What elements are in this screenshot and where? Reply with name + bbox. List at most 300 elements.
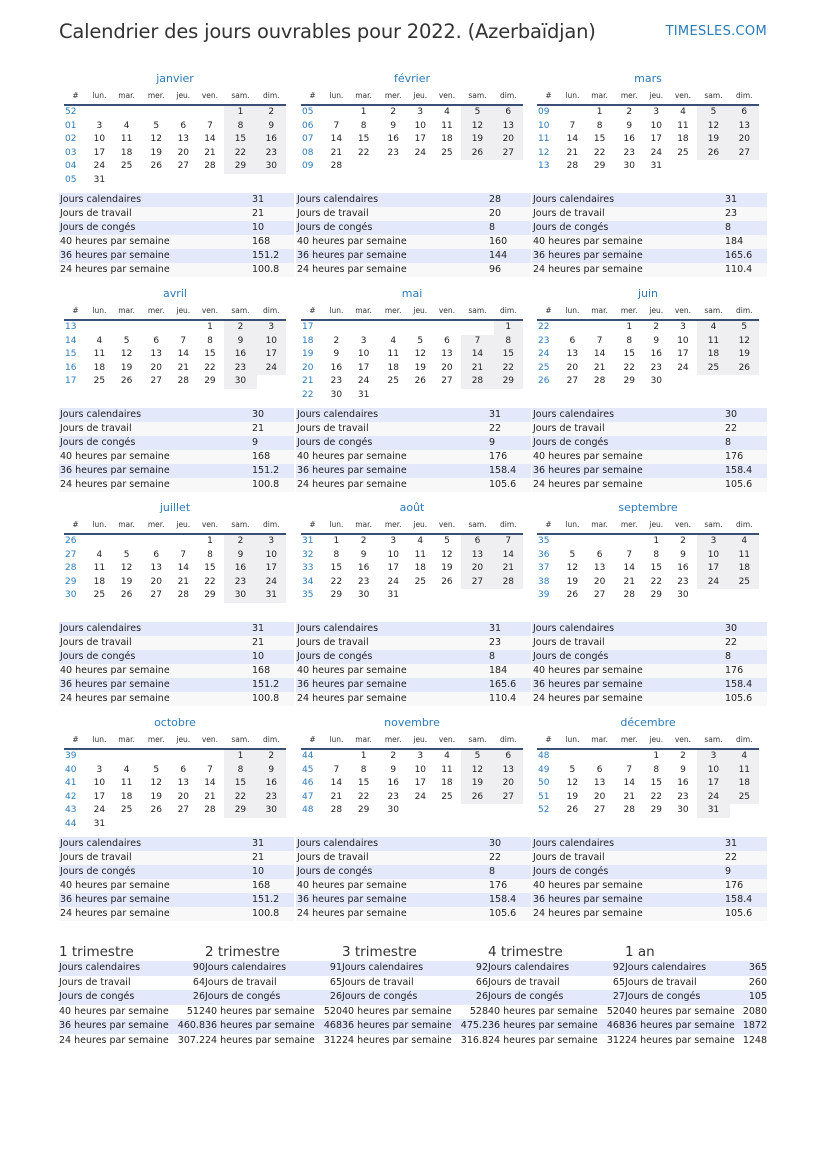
day-cell [112,174,142,188]
stats-row [296,622,531,636]
month-name: mars [634,72,662,85]
day-cell: 12 [441,549,453,560]
week-row [537,362,759,376]
quarter-value: 92 [612,962,625,973]
weekday-header: dim. [736,91,753,100]
month-calendar-table [537,302,759,389]
week-number: 26 [65,536,77,547]
month-octobre [59,715,291,831]
stats-row [532,622,767,636]
stats-label: Jours de congés [297,437,373,448]
stats-label: 36 heures par semaine [60,679,170,690]
stats-label: Jours de congés [60,866,136,877]
week-row [301,120,523,134]
day-cell: 10 [257,549,286,563]
week-row [64,777,286,791]
day-cell: 21 [177,576,190,587]
week-row [64,335,286,349]
day-cell: 10 [414,764,427,775]
day-cell: 20 [730,133,759,147]
day-cell [433,389,462,403]
day-cell: 23 [387,791,399,802]
day-cell: 13 [441,349,453,360]
day-cell: 4 [680,107,686,118]
stats-label: 24 heures par semaine [533,264,643,275]
stats-value: 31 [725,194,738,205]
weekday-header: mar. [591,735,608,744]
day-cell: 5 [730,320,759,335]
day-cell: 9 [626,120,633,131]
month-stats [296,837,531,921]
quarter-value: 91 [329,962,342,973]
day-cell: 3 [96,764,103,775]
week-row [64,589,286,603]
stats-value: 10 [252,222,265,233]
day-cell: 9 [390,764,397,775]
day-cell: 2 [653,322,660,333]
day-cell: 6 [180,120,187,131]
stats-row [532,865,767,879]
quarter-label: 40 heures par semaine [342,1005,452,1017]
stats-row [296,249,531,263]
day-cell: 16 [224,348,256,362]
quarter-label: Jours de congés [625,991,701,1002]
week-number: 37 [538,563,550,574]
day-cell: 18 [120,791,133,802]
day-cell: 20 [150,576,162,587]
day-cell: 5 [417,335,424,346]
day-cell: 18 [677,134,689,145]
stats-label: Jours de travail [60,637,132,648]
stats-row [59,664,294,678]
stats-value: 100.8 [252,479,280,490]
day-cell: 15 [357,778,370,789]
day-cell [730,160,759,174]
week-row [301,362,523,376]
stats-label: 24 heures par semaine [60,264,170,275]
day-cell: 27 [150,590,162,601]
week-row [301,534,523,549]
quarter-row [625,990,767,1005]
day-cell: 16 [257,133,286,147]
day-cell: 11 [93,563,106,574]
quarter-label: 36 heures par semaine [205,1020,315,1031]
weekday-header: mar. [591,520,608,529]
week-row [537,562,759,576]
week-number: 48 [538,751,550,762]
day-cell: 5 [153,120,160,131]
quarter-row [488,990,625,1005]
day-cell: 25 [697,362,729,376]
weekday-header: mar. [118,91,135,100]
day-cell: 1 [360,107,367,118]
day-cell: 21 [177,362,190,373]
week-row [64,749,286,764]
day-cell: 21 [330,147,343,158]
day-cell: 16 [677,778,689,789]
stats-value: 176 [725,880,744,891]
week-number: 24 [538,349,550,360]
week-row [64,133,286,147]
week-row [64,120,286,134]
week-row [64,562,286,576]
day-cell: 19 [120,576,133,587]
day-cell [224,174,256,188]
day-cell [461,589,493,603]
day-cell: 4 [123,120,130,131]
day-cell: 19 [150,147,162,158]
stats-value: 10 [252,866,265,877]
stats-row [296,464,531,478]
day-cell: 27 [494,147,523,161]
day-cell: 17 [257,562,286,576]
week-row [537,320,759,335]
stats-label: 36 heures par semaine [297,679,407,690]
stats-row [296,636,531,650]
quarter-label: 24 heures par semaine [342,1034,452,1046]
day-cell: 4 [444,107,450,118]
month-stats [59,408,294,492]
week-row [301,348,523,362]
day-cell: 12 [414,349,427,360]
stats-row [532,221,767,235]
stats-row [296,207,531,221]
quarter-row [342,1034,488,1049]
day-cell: 22 [650,791,663,802]
stats-value: 144 [489,250,508,261]
day-cell: 6 [180,764,187,775]
day-cell: 26 [441,576,453,587]
weekday-header: dim. [736,306,753,315]
weekday-header: mar. [355,91,372,100]
stats-value: 100.8 [252,264,280,275]
day-cell: 30 [623,161,635,172]
day-cell: 2 [360,536,367,547]
month-stats [532,837,767,921]
weekday-header: dim. [736,735,753,744]
week-row [537,589,759,603]
day-cell: 6 [494,105,523,120]
day-cell: 28 [177,590,190,601]
weekday-header: dim. [500,735,517,744]
day-cell [494,160,523,174]
month-name: novembre [384,716,440,729]
quarter-row [625,961,767,976]
stats-value: 105.6 [725,693,753,704]
stats-label: Jours calendaires [297,838,379,849]
stats-label: Jours calendaires [297,623,379,634]
weekday-header: dim. [263,306,280,315]
day-cell: 12 [461,764,493,778]
week-number: 10 [538,120,550,131]
brand-link[interactable]: TIMESLES.COM [665,24,767,39]
quarter-row [625,1019,767,1034]
day-cell: 1 [224,105,256,120]
stats-label: 40 heures par semaine [297,880,407,891]
week-row [537,791,759,805]
stats-value: 31 [489,409,502,420]
day-cell [408,589,433,603]
day-cell: 15 [494,348,523,362]
stats-value: 151.2 [252,250,280,261]
stats-label: 36 heures par semaine [297,250,407,261]
stats-value: 110.4 [725,264,753,275]
day-cell: 26 [120,376,133,387]
day-cell: 19 [697,133,729,147]
week-number: 45 [302,764,314,775]
day-cell: 14 [494,549,523,563]
week-number: 32 [302,549,314,560]
quarter-value: 312 [323,1034,342,1046]
day-cell: 4 [96,335,103,346]
day-cell: 11 [697,335,729,349]
day-cell: 10 [357,349,370,360]
day-cell: 22 [224,147,256,161]
stats-label: 36 heures par semaine [533,679,643,690]
weekday-header: sam. [468,520,487,529]
day-cell: 12 [566,563,579,574]
quarter-value: 27 [612,991,625,1002]
weekday-header: ven. [674,735,692,744]
stats-row [296,408,531,422]
stats-row [532,879,767,893]
day-cell: 23 [650,362,663,373]
stats-label: Jours de congés [60,222,136,233]
stats-row [59,235,294,249]
month-calendar-table [301,302,523,402]
day-cell: 14 [204,134,216,145]
stats-value: 105.6 [489,479,517,490]
month-septembre [532,500,764,603]
weekday-header: dim. [736,520,753,529]
day-cell: 16 [677,563,689,574]
quarter-value: 468 [606,1020,625,1031]
page-title: Calendrier des jours ouvrables pour 2022. (Azerbaïdjan) [59,20,596,43]
month-mai [296,286,528,402]
stats-value: 158.4 [489,465,517,476]
weekday-header: sam. [231,520,250,529]
day-cell: 20 [150,362,162,373]
day-cell: 26 [150,805,162,816]
day-cell: 25 [414,576,427,587]
stats-row [59,408,294,422]
stats-label: Jours calendaires [297,194,379,205]
day-cell: 17 [93,791,106,802]
quarter-value: 260 [748,976,767,988]
stats-value: 184 [489,665,508,676]
stats-label: 40 heures par semaine [60,236,170,247]
day-cell: 18 [93,362,106,373]
day-cell [614,749,644,764]
stats-value: 22 [489,423,502,434]
stats-value: 21 [252,852,265,863]
day-cell: 22 [650,576,663,587]
stats-label: Jours calendaires [533,838,615,849]
quarter-label: Jours de travail [205,976,277,988]
week-number: 44 [65,818,77,829]
stats-row [532,263,767,277]
stats-value: 22 [489,852,502,863]
stats-value: 22 [725,637,738,648]
day-cell: 25 [677,147,689,158]
week-number: 35 [302,590,314,601]
stats-row [532,450,767,464]
weekday-header: lun. [565,306,580,315]
stats-label: 36 heures par semaine [533,894,643,905]
day-cell: 1 [494,320,523,335]
weekday-header: mer. [147,91,165,100]
month-stats [532,622,767,706]
day-cell: 15 [650,563,663,574]
stats-value: 8 [489,866,496,877]
stats-value: 158.4 [725,894,753,905]
week-number: 52 [538,805,550,816]
day-cell: 31 [257,589,286,603]
day-cell: 11 [387,349,399,360]
weekday-header: mer. [384,735,402,744]
day-cell: 2 [224,534,256,549]
day-cell: 11 [677,120,689,131]
day-cell: 19 [566,576,579,587]
week-row [301,562,523,576]
weekday-header: sam. [704,520,723,529]
day-cell: 6 [444,335,450,346]
stats-label: Jours de congés [60,437,136,448]
month-calendar-table [64,87,286,187]
quarter-label: Jours calendaires [488,962,570,973]
day-cell: 15 [204,349,216,360]
weekday-header: mar. [591,91,608,100]
day-cell: 21 [623,576,635,587]
stats-value: 151.2 [252,465,280,476]
weekday-header: mar. [118,306,135,315]
day-cell: 13 [593,778,606,789]
day-cell: 3 [360,335,367,346]
week-number: 29 [65,576,77,587]
stats-value: 23 [725,208,738,219]
day-cell: 19 [461,777,493,791]
day-cell: 22 [623,362,635,373]
stats-value: 30 [725,409,738,420]
weekday-header: # [309,735,316,744]
stats-row [532,478,767,492]
day-cell: 19 [730,348,759,362]
day-cell: 17 [257,348,286,362]
day-cell: 2 [626,107,633,118]
day-cell: 10 [387,549,399,560]
day-cell: 1 [626,322,633,333]
weekday-header: sam. [704,735,723,744]
stats-label: Jours de travail [533,423,605,434]
day-cell: 9 [257,120,286,134]
day-cell: 11 [120,778,133,789]
weekday-header: jeu. [649,91,664,100]
stats-row [59,837,294,851]
week-number: 25 [538,362,550,373]
day-cell: 17 [697,777,729,791]
stats-value: 31 [252,194,265,205]
stats-value: 176 [489,880,508,891]
day-cell: 15 [593,134,606,145]
stats-label: 24 heures par semaine [533,693,643,704]
day-cell: 20 [441,362,453,373]
week-row [64,362,286,376]
week-row [537,105,759,120]
day-cell: 4 [417,536,424,547]
day-cell [433,160,462,174]
day-cell: 25 [730,576,759,590]
day-cell: 1 [207,536,213,547]
day-cell: 1 [360,751,367,762]
week-number: 39 [538,590,550,601]
weekday-header: # [72,520,79,529]
day-cell: 27 [177,805,190,816]
stats-value: 31 [725,838,738,849]
weekday-header: # [309,306,316,315]
day-cell: 8 [653,764,660,775]
week-number: 09 [538,107,550,118]
day-cell: 24 [697,576,729,590]
weekday-header: ven. [438,735,456,744]
month-calendar-table [537,87,759,174]
day-cell [196,105,225,120]
weekday-header: ven. [438,520,456,529]
day-cell: 18 [441,134,453,145]
stats-label: 36 heures par semaine [297,465,407,476]
day-cell: 8 [360,120,367,131]
quarter-label: 24 heures par semaine [205,1034,315,1046]
stats-label: Jours de travail [297,208,369,219]
stats-label: 24 heures par semaine [297,693,407,704]
day-cell: 24 [697,791,729,805]
day-cell: 8 [494,335,523,349]
stats-value: 23 [489,637,502,648]
month-calendar-table [64,731,286,831]
weekday-header: mer. [620,735,638,744]
stats-label: 24 heures par semaine [60,693,170,704]
month-février [296,71,528,174]
weekday-header: jeu. [649,520,664,529]
day-cell: 3 [390,536,397,547]
day-cell: 14 [177,349,190,360]
day-cell: 5 [569,764,576,775]
day-cell: 28 [623,805,635,816]
stats-value: 165.6 [489,679,517,690]
day-cell: 2 [680,536,686,547]
quarter-label: Jours calendaires [59,962,141,973]
quarter-label: Jours de congés [205,991,281,1002]
stats-value: 22 [725,423,738,434]
day-cell: 26 [414,376,427,387]
quarter-label: Jours de travail [625,976,697,988]
month-calendar-table [64,516,286,603]
day-cell: 1 [333,536,340,547]
week-row [301,147,523,161]
day-cell: 1 [653,536,660,547]
stats-row [532,436,767,450]
stats-label: Jours de travail [60,208,132,219]
quarter-row [342,1005,488,1020]
quarter-value: 26 [475,991,488,1002]
day-cell: 22 [204,362,216,373]
stats-value: 168 [252,451,271,462]
day-cell: 10 [650,120,663,131]
day-cell [112,534,142,549]
week-number: 20 [302,362,314,373]
week-row [64,375,286,389]
day-cell: 29 [623,376,635,387]
day-cell [614,534,644,549]
